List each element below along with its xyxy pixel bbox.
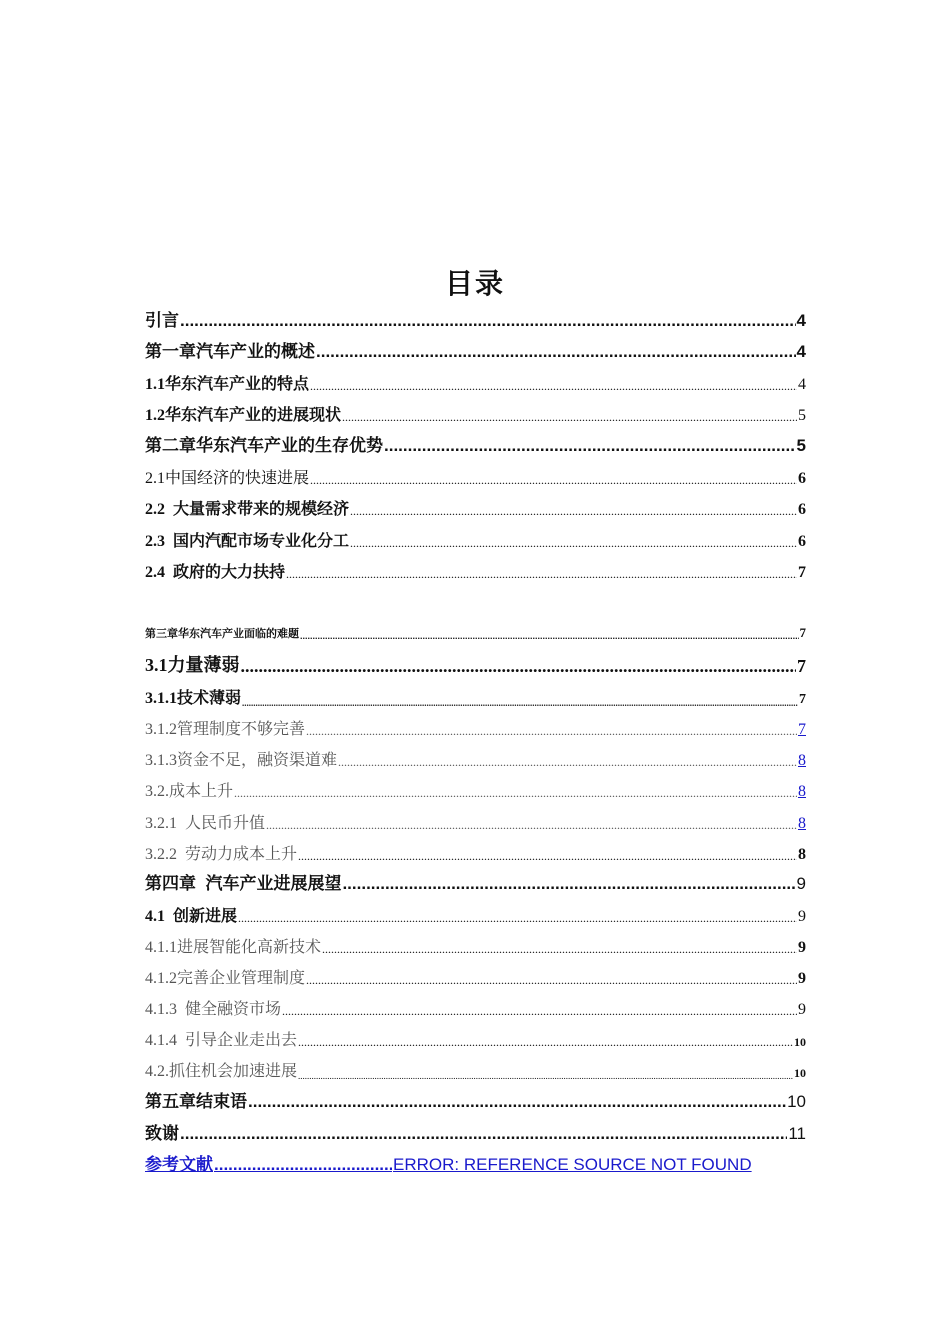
toc-entry[interactable] (145, 777, 806, 801)
dot-leader (350, 536, 797, 551)
toc-entry[interactable] (145, 933, 806, 957)
dot-leader (286, 567, 797, 582)
toc-entry-label: 3.2.1 人民币升值 (145, 815, 266, 832)
toc-entry-label: 3.2.2 劳动力成本上升 (145, 846, 298, 863)
toc-entry-page: 9 (798, 939, 806, 956)
dot-leader (338, 755, 797, 770)
toc-entry[interactable] (145, 495, 806, 519)
toc-entry-label: 4.2.抓住机会加速进展 (145, 1063, 298, 1080)
dot-leader (266, 818, 797, 833)
toc-entry-label: 第五章结束语 (145, 1092, 247, 1111)
dot-leader (350, 504, 797, 519)
toc-entry-label: 2.2 大量需求带来的规模经济 (145, 501, 350, 518)
toc-entry-page: 7 (799, 625, 806, 640)
reference-error-text: ERROR: REFERENCE SOURCE NOT FOUND (393, 1155, 752, 1174)
toc-entry[interactable] (145, 715, 806, 739)
toc-entry-page: 7 (797, 656, 806, 676)
toc-entry-label: 2.1中国经济的快速进展 (145, 470, 310, 487)
toc-entry-label: 第一章汽车产业的概述 (145, 342, 315, 361)
toc-entry-label: 2.3 国内汽配市场专业化分工 (145, 533, 350, 550)
toc-entry[interactable] (145, 870, 806, 894)
toc-entry-page: 6 (798, 470, 806, 487)
toc-entry[interactable] (145, 684, 806, 708)
dot-leader (242, 698, 798, 708)
toc-entry-label: 1.1华东汽车产业的特点 (145, 376, 310, 393)
toc-entry-page: 7 (798, 564, 806, 581)
dot-leader (180, 311, 796, 331)
toc-entry[interactable] (145, 1057, 806, 1081)
dot-leader (238, 911, 797, 926)
toc-entry-page: 5 (796, 436, 806, 455)
toc-entry-label: 3.1.1技术薄弱 (145, 690, 242, 707)
toc-entry-label: 致谢 (145, 1124, 179, 1143)
toc-entry[interactable] (145, 338, 806, 362)
toc-entry-label: 4.1.3 健全融资市场 (145, 1001, 282, 1018)
dot-leader (342, 410, 797, 425)
toc-entry-label: 引言 (145, 311, 179, 330)
dot-leader (214, 1155, 392, 1175)
toc-entry-label: 3.1.3资金不足，融资渠道难 (145, 752, 338, 769)
toc-entry-page: 10 (787, 1092, 806, 1111)
toc-entry[interactable] (145, 432, 806, 456)
dot-leader (310, 379, 797, 394)
toc-entry[interactable] (145, 746, 806, 770)
toc-entry[interactable] (145, 840, 806, 864)
dot-leader (322, 942, 797, 957)
toc-entry-page-link[interactable]: 8 (798, 783, 806, 800)
toc-entry-page: 6 (798, 533, 806, 550)
toc-entry-page: 4 (796, 342, 806, 361)
dot-leader (298, 1035, 793, 1050)
toc-entry-label: 3.1.2管理制度不够完善 (145, 721, 306, 738)
dot-leader (298, 849, 797, 864)
toc-entry-page: 8 (798, 846, 806, 863)
toc-entry[interactable] (145, 1088, 806, 1112)
toc-entry[interactable] (145, 527, 806, 551)
dot-leader (300, 631, 799, 641)
toc-entry-label: 4.1.2完善企业管理制度 (145, 970, 306, 987)
toc-entry-label: 第二章华东汽车产业的生存优势 (145, 436, 383, 455)
dot-leader (241, 656, 797, 677)
toc-entry-label: 4.1.4 引导企业走出去 (145, 1032, 298, 1049)
toc-title: 目录 (444, 267, 505, 300)
dot-leader (342, 874, 795, 894)
toc-entry-label: 第四章 汽车产业进展展望 (145, 874, 342, 893)
toc-entry-page-link[interactable]: 7 (798, 721, 806, 738)
toc-entry[interactable] (145, 809, 806, 833)
toc-entry-page: 10 (794, 1035, 806, 1049)
toc-entry-page: 9 (798, 908, 806, 925)
toc-entry-page: 4 (798, 376, 806, 393)
toc-entry-page: 6 (798, 501, 806, 518)
dot-leader (282, 1004, 797, 1019)
toc-entry-label: 3.2.成本上升 (145, 783, 234, 800)
toc-entry-page: 5 (798, 407, 806, 424)
toc-entry-page: 4 (796, 311, 806, 330)
toc-entry[interactable] (145, 651, 806, 677)
toc-entry-references-link[interactable] (145, 1151, 806, 1175)
toc-entry[interactable] (145, 558, 806, 582)
toc-entry-page: 9 (796, 874, 806, 893)
dot-leader (310, 473, 797, 488)
dot-leader (306, 973, 797, 988)
toc-entry-label: 4.1.1进展智能化高新技术 (145, 939, 322, 956)
dot-leader (180, 1124, 787, 1144)
toc-entry[interactable] (145, 464, 806, 488)
toc-entry[interactable] (145, 401, 806, 425)
toc-entry-page-link[interactable]: 8 (798, 752, 806, 769)
dot-leader (248, 1092, 786, 1112)
toc-entry[interactable] (145, 902, 806, 926)
toc-entry[interactable] (145, 1120, 806, 1144)
toc-entry-page: 9 (798, 970, 806, 987)
toc-entry-page: 9 (798, 1001, 806, 1018)
toc-entry-label: 2.4 政府的大力扶持 (145, 564, 286, 581)
toc-entry[interactable] (145, 623, 806, 641)
toc-entry-page: 11 (788, 1124, 806, 1143)
toc-entry-label: 4.1 创新进展 (145, 908, 238, 925)
toc-entry[interactable] (145, 1026, 806, 1050)
toc-entry-page-link[interactable]: 8 (798, 815, 806, 832)
toc-entry[interactable] (145, 964, 806, 988)
toc-entry[interactable] (145, 370, 806, 394)
toc-entry-label: 3.1力量薄弱 (145, 655, 240, 675)
dot-leader (234, 786, 797, 801)
dot-leader (306, 724, 797, 739)
dot-leader (384, 436, 796, 456)
dot-leader (298, 1071, 793, 1081)
toc-entry[interactable] (145, 995, 806, 1019)
toc-entry-label: 参考文献 (145, 1155, 213, 1174)
toc-entry-label: 第三章华东汽车产业面临的难题 (145, 628, 299, 640)
toc-entry-page: 7 (799, 692, 806, 707)
dot-leader (316, 342, 796, 362)
toc-entry[interactable] (145, 307, 806, 331)
toc-entry-label: 1.2华东汽车产业的进展现状 (145, 407, 342, 424)
toc-entry-page: 10 (794, 1066, 806, 1080)
